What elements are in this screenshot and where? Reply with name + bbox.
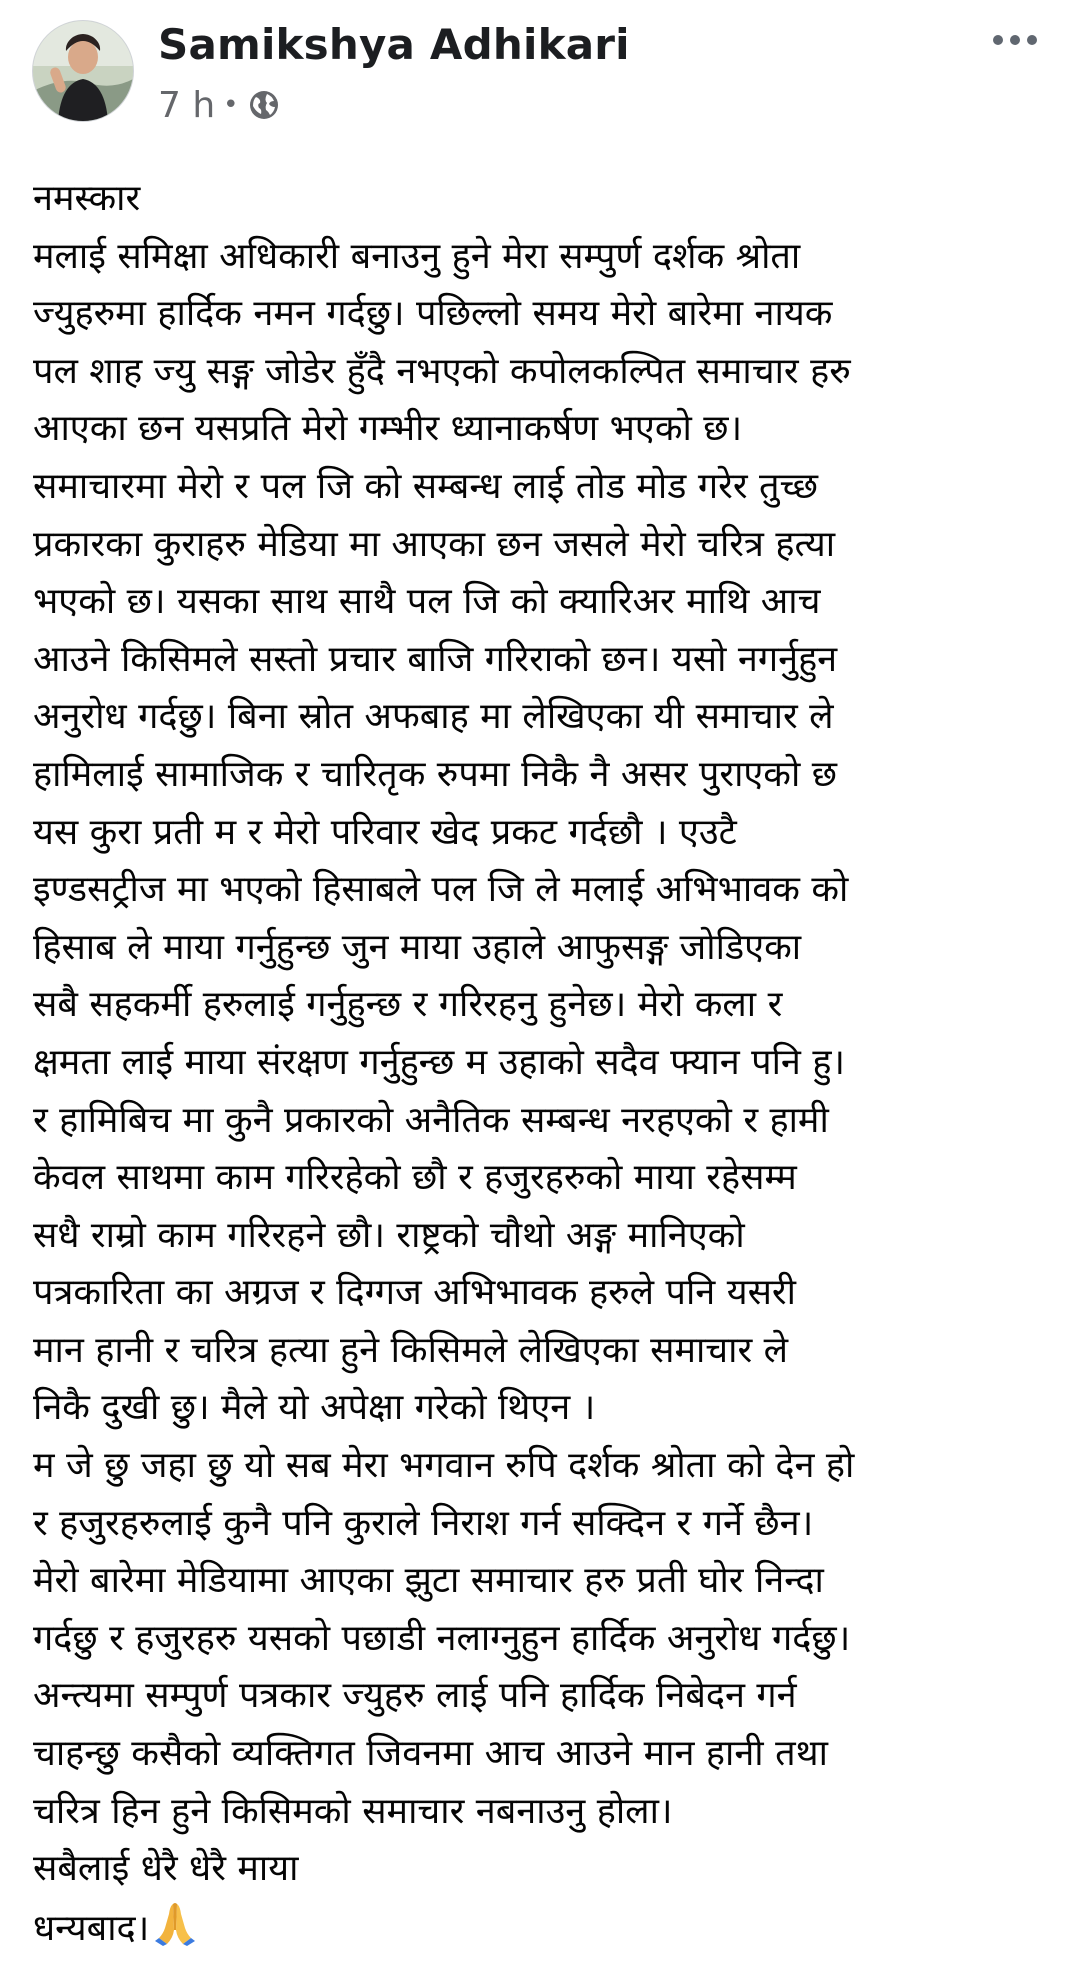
post-line: मलाई समिक्षा अधिकारी बनाउनु हुने मेरा सम्पुर्ण दर्शक श्रोता bbox=[33, 235, 801, 277]
post-line: समाचारमा मेरो र पल जि को सम्बन्ध लाई तोड मोड गरेर तुच्छ bbox=[33, 465, 819, 507]
post-line: इण्डसट्रीज मा भएको हिसाबले पल जि ले मलाई अभिभावक को bbox=[33, 869, 849, 911]
post-time[interactable]: 7 h bbox=[158, 84, 216, 126]
post-line: सबैलाई धेरै धेरै माया bbox=[33, 1848, 299, 1890]
post-line: यस कुरा प्रती म र मेरो परिवार खेद प्रकट गर्दछौ । एउटै bbox=[33, 811, 737, 853]
post-line-last bbox=[33, 1898, 1063, 1956]
post-line: गर्दछु र हजुरहरु यसको पछाडी नलाग्नुहुन हार्दिक अनुरोध गर्दछु। bbox=[33, 1617, 851, 1659]
post-line: र हजुरहरुलाई कुनै पनि कुराले निराश गर्न सक्दिन र गर्ने छैन। bbox=[33, 1502, 814, 1544]
meta-separator: • bbox=[223, 90, 239, 120]
post-line: अन्त्यमा सम्पुर्ण पत्रकार ज्युहरु लाई पनि हार्दिक निबेदन गर्न bbox=[33, 1675, 797, 1717]
post-line: आएका छन यसप्रति मेरो गम्भीर ध्यानाकर्षण भएको छ। bbox=[33, 408, 743, 450]
post-line: केवल साथमा काम गरिरहेको छौ र हजुरहरुको माया रहेसम्म bbox=[33, 1157, 797, 1199]
more-horizontal-icon bbox=[993, 35, 1003, 45]
post-line: ज्युहरुमा हार्दिक नमन गर्दछु। पछिल्लो समय मेरो बारेमा नायक bbox=[33, 293, 833, 335]
post-line: चरित्र हिन हुने किसिमको समाचार नबनाउनु होला। bbox=[33, 1790, 673, 1832]
post-line: नमस्कार bbox=[33, 178, 141, 219]
more-options-button[interactable] bbox=[980, 20, 1050, 60]
post-line: हामिलाई सामाजिक र चारितृक रुपमा निकै नै असर पुराएको छ bbox=[33, 753, 837, 795]
post-meta bbox=[158, 82, 281, 128]
post-line: मेरो बारेमा मेडियामा आएका झुटा समाचार हरु प्रती घोर निन्दा bbox=[33, 1560, 824, 1602]
post-line: प्रकारका कुराहरु मेडिया मा आएका छन जसले मेरो चरित्र हत्या bbox=[33, 523, 836, 565]
post-line: सधै राम्रो काम गरिरहने छौ। राष्ट्रको चौथो अङ्ग मानिएको bbox=[33, 1214, 745, 1256]
folded-hands-icon bbox=[151, 1898, 199, 1946]
post-body bbox=[33, 170, 1063, 1955]
post-line: अनुरोध गर्दछु। बिना स्रोत अफबाह मा लेखिएका यी समाचार ले bbox=[33, 696, 834, 738]
post-line: पल शाह ज्यु सङ्ग जोडेर हुँदै नभएको कपोलकल्पित समाचार हरु bbox=[33, 350, 851, 392]
post-line: मान हानी र चरित्र हत्या हुने किसिमले लेखिएका समाचार ले bbox=[33, 1329, 789, 1371]
post-line: भएको छ। यसका साथ साथै पल जि को क्यारिअर माथि आच bbox=[33, 581, 821, 623]
post-line: निकै दुखी छु। मैले यो अपेक्षा गरेको थिएन । bbox=[33, 1387, 596, 1429]
post-line: सबै सहकर्मी हरुलाई गर्नुहुन्छ र गरिरहनु हुनेछ। मेरो कला र bbox=[33, 984, 783, 1026]
globe-icon[interactable] bbox=[247, 88, 281, 122]
author-name[interactable]: Samikshya Adhikari bbox=[158, 20, 630, 69]
avatar[interactable] bbox=[32, 20, 134, 122]
post-line: क्षमता लाई माया संरक्षण गर्नुहुन्छ म उहाको सदैव फ्यान पनि हु। bbox=[33, 1041, 846, 1083]
post-line: हिसाब ले माया गर्नुहुन्छ जुन माया उहाले आफुसङ्ग जोडिएका bbox=[33, 926, 802, 968]
post-line: पत्रकारिता का अग्रज र दिग्गज अभिभावक हरुले पनि यसरी bbox=[33, 1272, 796, 1314]
post-line: र हामिबिच मा कुनै प्रकारको अनैतिक सम्बन्ध नरहएको र हामी bbox=[33, 1099, 829, 1141]
post-line-text: धन्यबाद। bbox=[33, 1907, 150, 1949]
post-line: चाहन्छु कसैको व्यक्तिगत जिवनमा आच आउने मान हानी तथा bbox=[33, 1733, 828, 1775]
post-line: म जे छु जहा छु यो सब मेरा भगवान रुपि दर्शक श्रोता को देन हो bbox=[33, 1445, 855, 1487]
post-line: आउने किसिमले सस्तो प्रचार बाजि गरिराको छन। यसो नगर्नुहुन bbox=[33, 638, 838, 680]
post-header bbox=[0, 0, 1080, 150]
